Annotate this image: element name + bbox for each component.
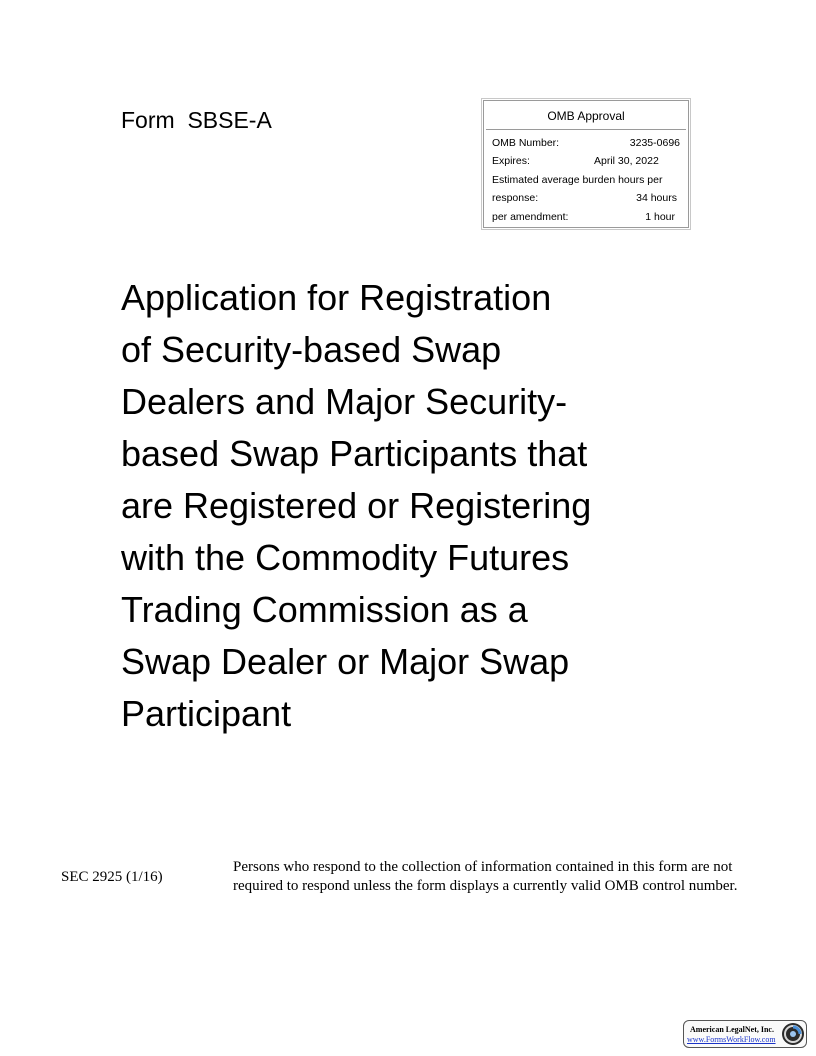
omb-box-title: OMB Approval [547, 109, 625, 123]
omb-number-row [492, 137, 680, 153]
form-title-line: Application for Registration [121, 277, 552, 318]
omb-amendment-label: per amendment: [492, 211, 569, 223]
omb-burden-row [492, 174, 680, 190]
omb-expires-value: April 30, 2022 [594, 155, 659, 167]
form-title [121, 272, 641, 740]
omb-response-row [492, 192, 680, 208]
omb-amendment-value: 1 hour [645, 211, 675, 223]
form-title-line: Participant [121, 693, 292, 734]
form-title-line: based Swap Participants that [121, 433, 588, 474]
form-title-line: Trading Commission as a [121, 589, 528, 630]
omb-notice-text: Persons who respond to the collection of information contained in this form are not required to respond unless the form displays a currently valid OMB control number. [233, 859, 738, 894]
badge-company-name: American LegalNet, Inc. [690, 1025, 774, 1034]
form-title-line: Dealers and Major Security- [121, 381, 568, 422]
sec-form-code: SEC 2925 (1/16) [61, 869, 163, 885]
publisher-badge[interactable] [683, 1020, 807, 1048]
form-title-line: Swap Dealer or Major Swap [121, 641, 570, 682]
omb-response-value: 34 hours [636, 192, 677, 204]
omb-response-label: response: [492, 192, 539, 204]
swirl-logo-icon [781, 1022, 805, 1046]
omb-burden-label: Estimated average burden hours per [492, 174, 663, 186]
form-title-line: of Security-based Swap [121, 329, 502, 370]
form-title-line: are Registered or Registering [121, 485, 592, 526]
omb-number-label: OMB Number: [492, 137, 560, 149]
omb-approval-box [483, 100, 689, 228]
form-title-line: with the Commodity Futures [121, 537, 570, 578]
omb-expires-row [492, 155, 680, 171]
form-id-label: Form SBSE-A [121, 107, 272, 133]
omb-number-value: 3235-0696 [629, 137, 680, 149]
badge-url-link[interactable]: www.FormsWorkFlow.com [687, 1035, 776, 1044]
omb-amendment-row [492, 211, 680, 227]
omb-expires-label: Expires: [492, 155, 530, 167]
omb-box-divider [486, 129, 686, 130]
